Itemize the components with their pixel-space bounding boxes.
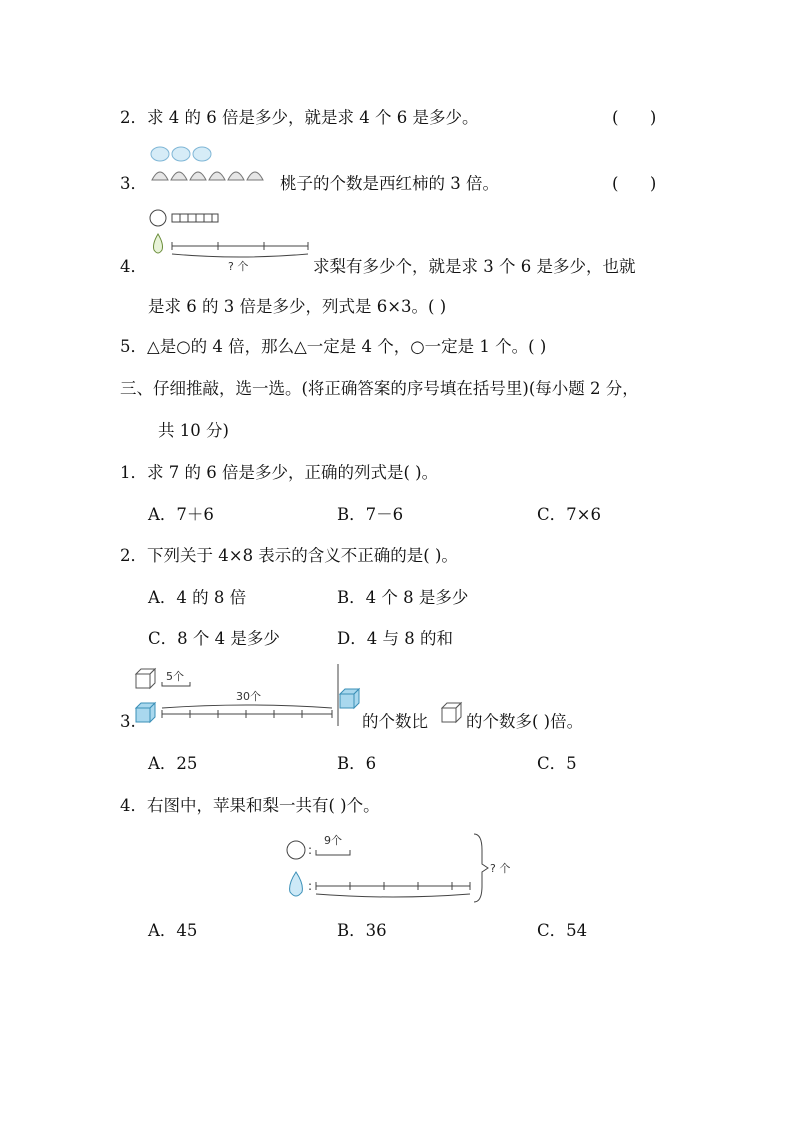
fig-small-label: 5个 xyxy=(166,670,184,683)
mc-q4-text: 4．右图中，苹果和梨一共有( )个。 xyxy=(120,796,380,815)
mc-q1-option-c[interactable]: C．7×6 xyxy=(537,505,601,524)
tf-q4-text: 求梨有多少个，就是求 3 个 6 是多少，也就 xyxy=(313,257,636,276)
tf-q5-text: △是○的 4 倍，那么△一定是 4 个，○一定是 1 个。( ) xyxy=(147,337,547,356)
section3-title2: 共 10 分) xyxy=(158,421,229,440)
mc-q3-end: 的个数多( )倍。 xyxy=(466,712,584,731)
mc-q1-option-a[interactable]: A．7＋6 xyxy=(148,505,214,524)
mc-q3-option-a[interactable]: A．25 xyxy=(148,754,198,773)
mc-q2-option-d[interactable]: D．4 与 8 的和 xyxy=(337,629,453,648)
mc-q3-num: 3. xyxy=(120,712,136,731)
pear-icon xyxy=(154,234,163,253)
cube-segment-figure xyxy=(132,664,360,730)
mc-q3-option-b[interactable]: B．6 xyxy=(337,754,377,773)
mc-q4-option-c[interactable]: C．54 xyxy=(537,921,588,940)
blue-cube-icon-right xyxy=(340,689,359,708)
tf-q3-answer-paren[interactable]: ( ) xyxy=(612,174,657,193)
tf-q5-num: 5． xyxy=(120,337,147,356)
peach-tomato-figure xyxy=(150,144,278,188)
apple-pear-figure xyxy=(148,204,318,274)
tf-q3-num: 3． xyxy=(120,174,147,193)
svg-text::: : xyxy=(308,843,313,857)
inline-white-cube-icon xyxy=(441,701,463,725)
tf-q4-num: 4． xyxy=(120,257,147,276)
fig-small-label: 9个 xyxy=(324,834,342,847)
mc-q2-option-b[interactable]: B．4 个 8 是多少 xyxy=(337,588,469,607)
tf-q2-answer-paren[interactable]: ( ) xyxy=(612,108,657,127)
fig-question-label: ? 个 xyxy=(228,260,249,273)
tf-q4-text2: 是求 6 的 3 倍是多少，列式是 6×3。( ) xyxy=(148,297,447,316)
fig-total-label: ? 个 xyxy=(490,862,511,875)
apple-icon xyxy=(150,210,166,226)
mc-q1-text: 1．求 7 的 6 倍是多少，正确的列式是( )。 xyxy=(120,463,439,482)
mc-q2-option-a[interactable]: A．4 的 8 倍 xyxy=(148,588,247,607)
mc-q4-option-b[interactable]: B．36 xyxy=(337,921,387,940)
mc-q1-option-b[interactable]: B．7－6 xyxy=(337,505,404,524)
svg-text::: : xyxy=(308,879,313,893)
apple-icon xyxy=(287,841,305,859)
tf-q2 xyxy=(120,107,478,129)
tomato-icons xyxy=(151,147,211,161)
mc-q3-mid: 的个数比 xyxy=(362,712,428,731)
mc-q2-text: 2．下列关于 4×8 表示的含义不正确的是( )。 xyxy=(120,546,458,565)
apple-pear-total-figure xyxy=(284,828,516,904)
tf-q2-text: 求 4 的 6 倍是多少，就是求 4 个 6 是多少。 xyxy=(147,108,479,127)
mc-q2-option-c[interactable]: C．8 个 4 是多少 xyxy=(148,629,280,648)
tf-q2-num: 2． xyxy=(120,108,147,127)
white-cube-icon xyxy=(136,669,155,688)
peach-icons xyxy=(152,172,263,180)
section3-title: 三、仔细推敲，选一选。(将正确答案的序号填在括号里)(每小题 2 分， xyxy=(120,379,639,398)
blue-cube-icon-left xyxy=(136,703,155,722)
pear-icon xyxy=(290,872,303,896)
tf-q5 xyxy=(120,336,546,358)
tf-q3-text: 桃子的个数是西红柿的 3 倍。 xyxy=(280,174,499,193)
fig-total-label: 30个 xyxy=(236,690,261,703)
mc-q4-option-a[interactable]: A．45 xyxy=(148,921,198,940)
mc-q3-option-c[interactable]: C．5 xyxy=(537,754,577,773)
